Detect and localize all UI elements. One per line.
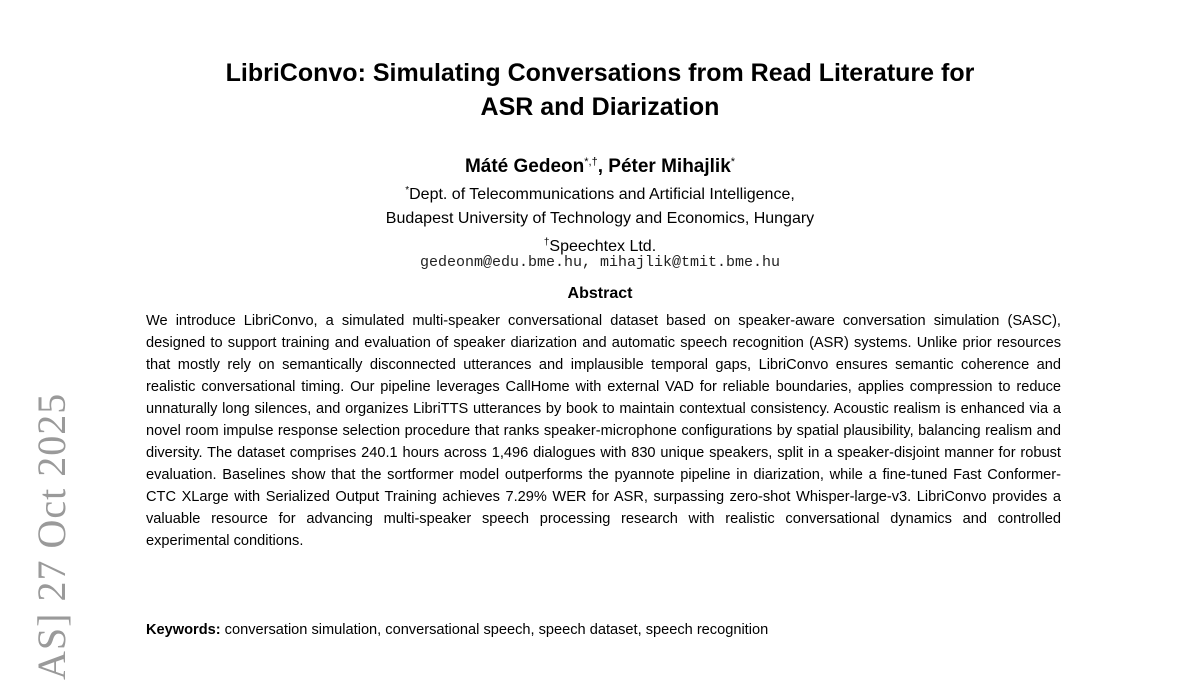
affiliation-mark: † <box>543 237 550 248</box>
paper-title <box>0 56 1200 124</box>
keywords-label: Keywords: <box>146 622 221 638</box>
keywords <box>146 620 1061 640</box>
author-affiliation-mark: * <box>730 156 736 168</box>
affiliation-mark: * <box>405 185 410 196</box>
author-list <box>0 150 1200 179</box>
author-affiliation-mark: *,† <box>584 156 598 168</box>
affiliations <box>0 179 1200 259</box>
arxiv-watermark <box>18 380 98 680</box>
affiliation-text: Budapest University of Technology and Economics, Hungary <box>385 210 815 227</box>
abstract-body: We introduce LibriConvo, a simulated multi-speaker conversational dataset based on speaker-aware conversation simulation (SASC), designed to support training and evaluation of speaker diarization and automatic speech recognition (ASR) systems. Unlike prior resources that mostly rely on semantically disconnected utterances and implausible temporal gaps, LibriConvo ensures semantic coherence and realistic conversational timing. Our pipeline leverages CallHome with external VAD for reliable boundaries, applies compression to reduce unnaturally long silences, and organizes LibriTTS utterances by book to maintain contextual consistency. Acoustic realism is enhanced via a novel room impulse response selection procedure that ranks speaker-microphone configurations by spatial plausibility, balancing realism and diversity. The dataset comprises 240.1 hours across 1,496 dialogues with 830 unique speakers, split in a speaker-disjoint manner for robust evaluation. Baselines show that the sortformer model outperforms the pyannote pipeline in diarization, while a fine-tuned Fast Conformer-CTC XLarge with Serialized Output Training achieves 7.29% WER for ASR, surpassing zero-shot Whisper-large-v3. LibriConvo provides a valuable resource for advancing multi-speaker speech processing research with realistic conversational dynamics and controlled experimental conditions. <box>146 313 1061 549</box>
arxiv-watermark-text: AS] 27 Oct 2025 <box>29 392 74 680</box>
title-line-1: LibriConvo: Simulating Conversations from Read Literature for <box>225 59 975 87</box>
affiliation-text: Speechtex Ltd. <box>549 238 657 255</box>
affiliation-text: Dept. of Telecommunications and Artificial Intelligence, <box>409 186 795 203</box>
abstract-heading: Abstract <box>567 285 633 302</box>
title-line-2: ASR and Diarization <box>480 93 720 121</box>
author-name: Péter Mihajlik <box>608 156 731 177</box>
keywords-text: conversation simulation, conversational speech, speech dataset, speech recognition <box>224 622 769 638</box>
affiliation-line <box>0 207 1200 231</box>
author-name: Máté Gedeon <box>464 156 585 177</box>
author-separator: , <box>597 156 609 177</box>
author-emails: gedeonm@edu.bme.hu, mihajlik@tmit.bme.hu <box>419 254 781 271</box>
affiliation-line <box>0 179 1200 207</box>
